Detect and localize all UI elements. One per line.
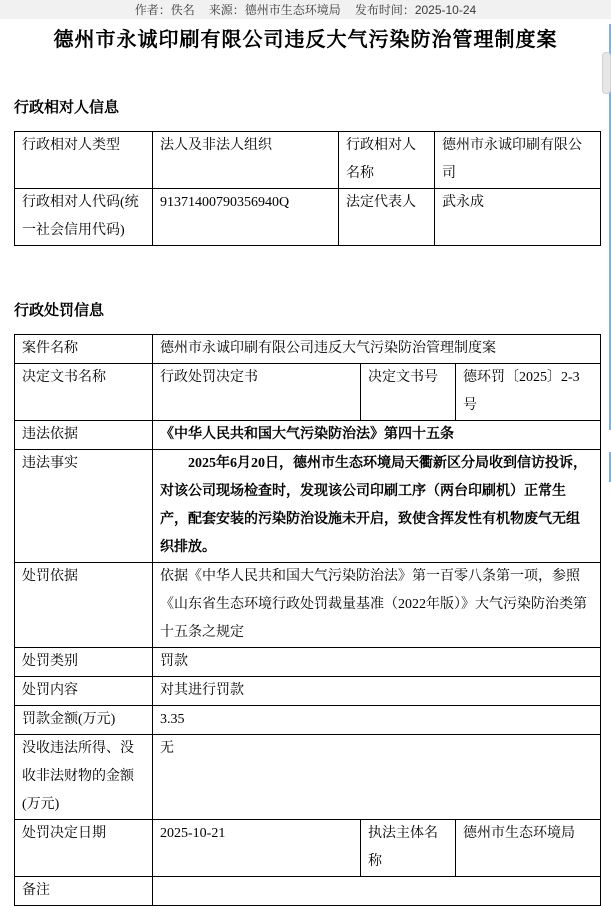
- author-label: 作者：佚名: [134, 3, 195, 17]
- cell-value: 《中华人民共和国大气污染防治法》第四十五条: [153, 421, 601, 450]
- cell-value: 依据《中华人民共和国大气污染防治法》第一百零八条第一项，参照《山东省生态环境行政处罚裁量基准（2022年版）》大气污染防治类第十五条之规定: [153, 563, 601, 648]
- cell-label: 备注: [15, 877, 153, 906]
- cell-label: 违法依据: [15, 421, 153, 450]
- cell-label: 决定文书号: [361, 364, 456, 421]
- table-row: [15, 335, 601, 364]
- cell-value: 3.35: [153, 706, 601, 735]
- cell-value: 2025年6月20日，德州市生态环境局天衢新区分局收到信访投诉，对该公司现场检查时，发现该公司印刷工序（两台印刷机）正常生产，配套安装的污染防治设施未开启，致使含挥发性有机物废气无组织排放。: [153, 450, 601, 563]
- cell-value: 法人及非法人组织: [153, 132, 339, 189]
- cell-label: 处罚依据: [15, 563, 153, 648]
- cell-value: 罚款: [153, 648, 601, 677]
- penalty-info-table: [14, 334, 601, 906]
- cell-value: 德州市永诚印刷有限公司: [435, 132, 601, 189]
- cell-value: 德州市永诚印刷有限公司违反大气污染防治管理制度案: [153, 335, 601, 364]
- page-title: 德州市永诚印刷有限公司违反大气污染防治管理制度案: [53, 29, 558, 51]
- section-heading-penalty-info: 行政处罚信息: [14, 303, 105, 319]
- cell-label: 执法主体名称: [361, 820, 456, 877]
- table-row: [15, 735, 601, 820]
- cell-label: 法定代表人: [339, 189, 435, 246]
- cell-label: 处罚内容: [15, 677, 153, 706]
- table-row: [15, 877, 601, 906]
- cell-label: 罚款金额(万元): [15, 706, 153, 735]
- section-heading-party-info: 行政相对人信息: [14, 100, 120, 116]
- cell-value: 91371400790356940Q: [153, 189, 339, 246]
- table-row: [15, 820, 601, 877]
- cell-label: 行政相对人代码(统一社会信用代码): [15, 189, 153, 246]
- table-row: [15, 706, 601, 735]
- cell-label: 行政相对人类型: [15, 132, 153, 189]
- cell-value: 德州市生态环境局: [456, 820, 601, 877]
- cell-value: 武永成: [435, 189, 601, 246]
- scrollbar-thumb[interactable]: [602, 52, 611, 94]
- publish-date-label: 发布时间：2025-10-24: [354, 3, 477, 17]
- table-row: [15, 421, 601, 450]
- cell-label: 行政相对人名称: [339, 132, 435, 189]
- cell-value: 行政处罚决定书: [153, 364, 361, 421]
- cell-label: 案件名称: [15, 335, 153, 364]
- party-info-table: [14, 131, 601, 246]
- table-row: [15, 563, 601, 648]
- table-row: [15, 364, 601, 421]
- cell-label: 处罚决定日期: [15, 820, 153, 877]
- cell-label: 处罚类别: [15, 648, 153, 677]
- table-row: [15, 132, 601, 189]
- cell-label: 决定文书名称: [15, 364, 153, 421]
- cell-value: 德环罚〔2025〕2-3号: [456, 364, 601, 421]
- cell-value: 对其进行罚款: [153, 677, 601, 706]
- cell-value: 无: [153, 735, 601, 820]
- cell-value: 2025-10-21: [153, 820, 361, 877]
- cell-value: [153, 877, 601, 906]
- table-row: [15, 450, 601, 563]
- table-row: [15, 648, 601, 677]
- table-row: [15, 189, 601, 246]
- table-row: [15, 677, 601, 706]
- cell-label: 违法事实: [15, 450, 153, 563]
- article-meta-bar: [0, 0, 611, 19]
- cell-label: 没收违法所得、没收非法财物的金额(万元): [15, 735, 153, 820]
- source-label: 来源：德州市生态环境局: [208, 3, 341, 17]
